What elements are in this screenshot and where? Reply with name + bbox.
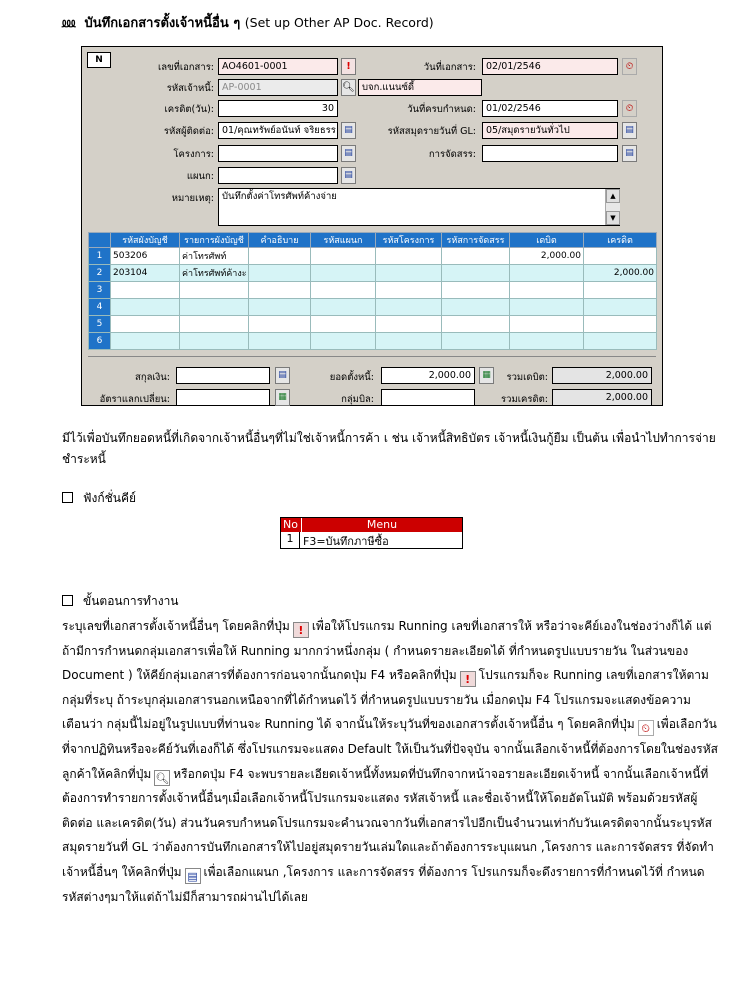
account-code-cell[interactable] — [111, 282, 180, 299]
steps-paragraph — [62, 614, 718, 909]
credit-cell[interactable] — [584, 282, 657, 299]
credit-cell[interactable] — [584, 299, 657, 316]
grid-header[interactable]: เดบิต — [510, 233, 584, 248]
gl-journal-field[interactable]: 05/สมุดรายวันทั่วไป — [482, 122, 618, 139]
allocation-cell[interactable] — [442, 299, 510, 316]
sum-credit-label: รวมเครดิต: — [501, 394, 548, 405]
debit-cell[interactable] — [510, 299, 584, 316]
step-text: เพื่อให้โปรแกรม Running เลขที่เอกสารให้ หรือว่าจะคีย์เองในช่องว่างก็ได้ แต่ถ้ามีการกำหนดกลุ่มเอกสารเพื่อให้ Running มากกว่าหนึ่งกลุ่ม ( กำหนดรายละเอียดได้ ที่กำหนดรูปแบบรายวัน ในส่วนของ Document ) ให้คีย์กลุ่มเอกสารที่ต้องการก่อนจากนั้นกดปุ่ม F4 หรือคลิกที่ปุ่ม — [62, 619, 712, 683]
table-row[interactable] — [89, 265, 657, 282]
setup-icon: ⅏ — [62, 16, 76, 31]
exchange-rate-field[interactable] — [176, 389, 270, 406]
project-field[interactable] — [218, 145, 338, 162]
description-cell[interactable] — [249, 316, 311, 333]
row-number: 3 — [89, 282, 111, 299]
account-name-cell[interactable]: ค่าโทรศัพท์ค้างะ — [180, 265, 249, 282]
step-text: หรือกดปุ่ม F4 จะพบรายละเอียดเจ้าหนี้ทั้งหมดที่บันทึกจากหน้าจอรายละเอียดเจ้าหนี้ จากนั้นเลือกเจ้าหนี้ที่ต้องการทำรายการตั้งเจ้าหนี้อื่นๆเมื่อเลือกเจ้าหนี้โปรแกรมจะแสดง รหัสเจ้าหนี้ และชื่อเจ้าหนี้ให้โดยอัตโนมัติ พร้อมด้วยรหัสผู้ติดต่อ และเครดิต(วัน) ส่วนวันครบกำหนดโปรแกรมจะคำนวณจากวันที่เอกสารไปอีกเป็นจำนวนเท่ากับวันเครดิตจากนั้นระบุรหัสสมุดรายวันที่ GL ว่าต้องการบันทึกเอกสารให้ไปอยู่สมุดรายวันเล่มใดและถ้าต้องการระบุแผนก ,โครงการ และการจัดสรร ที่จัดทำเจ้าหนี้อื่นๆ ให้คลิกที่ปุ่ม — [62, 766, 714, 879]
mode-indicator: N — [87, 52, 111, 68]
description-cell[interactable] — [249, 265, 311, 282]
page-title-en: (Set up Other AP Doc. Record) — [244, 15, 434, 30]
calendar-icon: ⏲ — [638, 720, 654, 736]
grid-header-row — [89, 233, 657, 248]
step-text: ระบุเลขที่เอกสารตั้งเจ้าหนี้อื่นๆ โดยคลิกที่ปุ่ม — [62, 619, 290, 633]
scroll-up-icon[interactable]: ▲ — [606, 189, 620, 203]
account-name-cell[interactable] — [180, 299, 249, 316]
description-cell[interactable] — [249, 299, 311, 316]
department-label: แผนก: — [186, 171, 214, 182]
gl-journal-label: รหัสสมุดรายวันที่ GL: — [387, 126, 476, 137]
currency-label: สกุลเงิน: — [135, 372, 170, 383]
account-code-cell[interactable] — [111, 299, 180, 316]
table-row[interactable] — [89, 282, 657, 299]
department-cell[interactable] — [311, 316, 376, 333]
ap-total-label: ยอดตั้งหนี้: — [329, 372, 374, 383]
page-title-th: บันทึกเอกสารตั้งเจ้าหนี้อื่น ๆ — [84, 16, 241, 31]
steps-heading — [62, 592, 179, 611]
account-name-cell[interactable] — [180, 282, 249, 299]
account-code-cell[interactable] — [111, 316, 180, 333]
account-code-cell[interactable]: 503206 — [111, 248, 180, 265]
account-name-cell[interactable] — [180, 333, 249, 350]
table-row[interactable] — [89, 333, 657, 350]
bill-group-label: กลุ่มบิล: — [341, 394, 374, 405]
sum-debit-field: 2,000.00 — [552, 367, 652, 384]
department-cell[interactable] — [311, 333, 376, 350]
grid-header[interactable]: รหัสโครงการ — [376, 233, 442, 248]
project-cell[interactable] — [376, 265, 442, 282]
due-date-field[interactable]: 01/02/2546 — [482, 100, 618, 117]
lookup-document-icon[interactable]: ▤ — [275, 367, 290, 384]
account-name-cell[interactable] — [180, 316, 249, 333]
running-number-icon: ! — [460, 671, 476, 687]
menu-item[interactable] — [281, 532, 462, 548]
menu-col-no: No — [281, 518, 302, 532]
search-creditor-icon[interactable]: 🔍︎ — [341, 79, 356, 96]
grid-header[interactable]: รหัสการจัดสรร — [442, 233, 510, 248]
grid-header[interactable]: รายการผังบัญชี — [180, 233, 249, 248]
grid-header[interactable]: รหัสแผนก — [311, 233, 376, 248]
account-code-cell[interactable] — [111, 333, 180, 350]
doc-date-field[interactable]: 02/01/2546 — [482, 58, 618, 75]
project-cell[interactable] — [376, 333, 442, 350]
grid-header[interactable]: เครดิต — [584, 233, 657, 248]
allocation-cell[interactable] — [442, 248, 510, 265]
bill-group-field[interactable] — [381, 389, 475, 406]
account-code-cell[interactable]: 203104 — [111, 265, 180, 282]
remark-scrollbar[interactable] — [605, 189, 620, 225]
intro-paragraph: มีไว้เพื่อบันทึกยอดหนี้ที่เกิดจากเจ้าหนี้อื่นๆที่ไม่ใช่เจ้าหนี้การค้า เ ช่น เจ้าหนี้สิทธิบัตร เจ้าหนี้เงินกู้ยืม เป็นต้น เพื่อนำไปทำการจ่ายชำระหนี้ — [62, 431, 716, 466]
lookup-document-icon[interactable]: ▤ — [341, 167, 356, 184]
table-row[interactable] — [89, 248, 657, 265]
menu-header — [281, 518, 462, 532]
step-text: เพื่อเลือกวันที่จากปฏิทินหรือจะคีย์วันที่เองก็ได้ ซึ่งโปรแกรมจะแสดง Default ให้เป็นวันที่ปัจจุบัน จากนั้นเลือกเจ้าหนี้ที่ต้องการโดยในช่องรหัสลูกค้าให้คลิกที่ปุ่ม — [62, 717, 718, 781]
project-cell[interactable] — [376, 282, 442, 299]
doc-no-label: เลขที่เอกสาร: — [158, 62, 214, 73]
checkbox-icon — [62, 492, 73, 503]
debit-cell[interactable] — [510, 333, 584, 350]
sum-debit-label: รวมเดบิต: — [506, 372, 548, 383]
project-cell[interactable] — [376, 248, 442, 265]
creditor-code-label: รหัสเจ้าหนี้: — [166, 83, 214, 94]
debit-cell[interactable] — [510, 282, 584, 299]
step-text: เพื่อเลือกแผนก ,โครงการ และการจัดสรร ที่ต้องการ โปรแกรมก็จะดึงรายการที่กำหนดไว้ที่ กำหนดรหัสต่างๆมาให้แต่ถ้าไม่มีก็สามารถผ่านไปได้เลย — [62, 864, 705, 904]
debit-cell[interactable]: 2,000.00 — [510, 248, 584, 265]
allocation-cell[interactable] — [442, 333, 510, 350]
debit-cell[interactable] — [510, 265, 584, 282]
description-cell[interactable] — [249, 282, 311, 299]
account-name-cell[interactable]: ค่าโทรศัพท์ — [180, 248, 249, 265]
checkbox-icon — [62, 595, 73, 606]
sum-credit-field: 2,000.00 — [552, 389, 652, 406]
page-title — [62, 12, 434, 33]
currency-field[interactable] — [176, 367, 270, 384]
table-row[interactable] — [89, 299, 657, 316]
lookup-document-icon[interactable]: ▤ — [341, 122, 356, 139]
exchange-rate-label: อัตราแลกเปลี่ยน: — [99, 394, 170, 405]
scroll-down-icon[interactable]: ▼ — [606, 211, 620, 225]
grid-header[interactable]: คำอธิบาย — [249, 233, 311, 248]
document-icon: ▤ — [185, 868, 201, 884]
menu-col-menu: Menu — [366, 518, 398, 531]
department-cell[interactable] — [311, 282, 376, 299]
steps-heading-text: ขั้นตอนการทำงาน — [83, 594, 179, 608]
credit-cell[interactable] — [584, 333, 657, 350]
due-date-label: วันที่ครบกำหนด: — [407, 104, 476, 115]
department-cell[interactable] — [311, 248, 376, 265]
calculator-icon[interactable]: ▦ — [479, 367, 494, 384]
credit-cell[interactable] — [584, 248, 657, 265]
grid-header[interactable]: รหัสผังบัญชี — [111, 233, 180, 248]
running-number-icon: ! — [293, 622, 309, 638]
creditor-code-field[interactable]: AP-0001 — [218, 79, 338, 96]
debit-cell[interactable] — [510, 316, 584, 333]
menu-item-no: 1 — [281, 532, 300, 548]
description-cell[interactable] — [249, 248, 311, 265]
gl-entry-grid — [88, 232, 657, 350]
lookup-document-icon[interactable]: ▤ — [341, 145, 356, 162]
calendar-icon[interactable]: ⏲ — [622, 100, 637, 117]
calculator-icon[interactable]: ▦ — [275, 389, 290, 406]
calendar-icon[interactable]: ⏲ — [622, 58, 637, 75]
allocation-cell[interactable] — [442, 282, 510, 299]
creditor-name-field: บจก.แนนซ์ดี้ — [358, 79, 482, 96]
contact-field[interactable]: 01/คุณทรัพย์อนันท์ จริยธรร — [218, 122, 338, 139]
row-number: 2 — [89, 265, 111, 282]
project-cell[interactable] — [376, 299, 442, 316]
ap-total-field[interactable]: 2,000.00 — [381, 367, 475, 384]
remark-label: หมายเหตุ: — [171, 193, 214, 204]
row-number: 5 — [89, 316, 111, 333]
allocation-cell[interactable] — [442, 316, 510, 333]
remark-textarea[interactable]: บันทึกตั้งค่าโทรศัพท์ค้างจ่าย — [218, 188, 620, 226]
allocation-label: การจัดสรร: — [428, 149, 476, 160]
allocation-field[interactable] — [482, 145, 618, 162]
divider — [88, 356, 656, 357]
contact-label: รหัสผู้ติดต่อ: — [163, 126, 214, 137]
department-field[interactable] — [218, 167, 338, 184]
project-cell[interactable] — [376, 316, 442, 333]
table-row[interactable] — [89, 316, 657, 333]
description-cell[interactable] — [249, 333, 311, 350]
search-icon: 🔍︎ — [155, 771, 170, 785]
doc-no-field[interactable]: AO4601-0001 — [218, 58, 338, 75]
menu-item-text: F3=บันทึกภาษีซื้อ — [303, 535, 389, 548]
credit-days-label: เครดิต(วัน): — [164, 104, 214, 115]
grid-header — [89, 233, 111, 248]
credit-cell[interactable]: 2,000.00 — [584, 265, 657, 282]
department-cell[interactable] — [311, 299, 376, 316]
running-number-button[interactable]: ! — [341, 58, 356, 75]
credit-cell[interactable] — [584, 316, 657, 333]
step-text: โปรแกรมก็จะ Running เลขที่เอกสารให้ตามกลุ่มที่ระบุ ถ้าระบุกลุ่มเอกสารนอกเหนือจากที่ได้กำหนดไว้ ที่กำหนดรูปแบบรายวัน เมื่อกดปุ่ม F4 โปรแกรมจะแสดงข้อความเตือนว่า กลุ่มนี้ไม่อยู่ในรูปแบบที่ท่านจะ Running ได้ จากนั้นให้ระบุวันที่ของเอกสารตั้งเจ้าหนี้อื่น ๆ โดยคลิกที่ปุ่ม — [62, 668, 709, 732]
department-cell[interactable] — [311, 265, 376, 282]
lookup-document-icon[interactable]: ▤ — [622, 145, 637, 162]
credit-days-field[interactable]: 30 — [218, 100, 338, 117]
allocation-cell[interactable] — [442, 265, 510, 282]
row-number: 1 — [89, 248, 111, 265]
doc-date-label: วันที่เอกสาร: — [423, 62, 476, 73]
project-label: โครงการ: — [173, 149, 214, 160]
function-key-heading-text: ฟังก์ชั่นคีย์ — [83, 491, 137, 505]
row-number: 4 — [89, 299, 111, 316]
function-key-heading — [62, 489, 136, 508]
lookup-document-icon[interactable]: ▤ — [622, 122, 637, 139]
function-key-menu — [280, 517, 463, 549]
row-number: 6 — [89, 333, 111, 350]
